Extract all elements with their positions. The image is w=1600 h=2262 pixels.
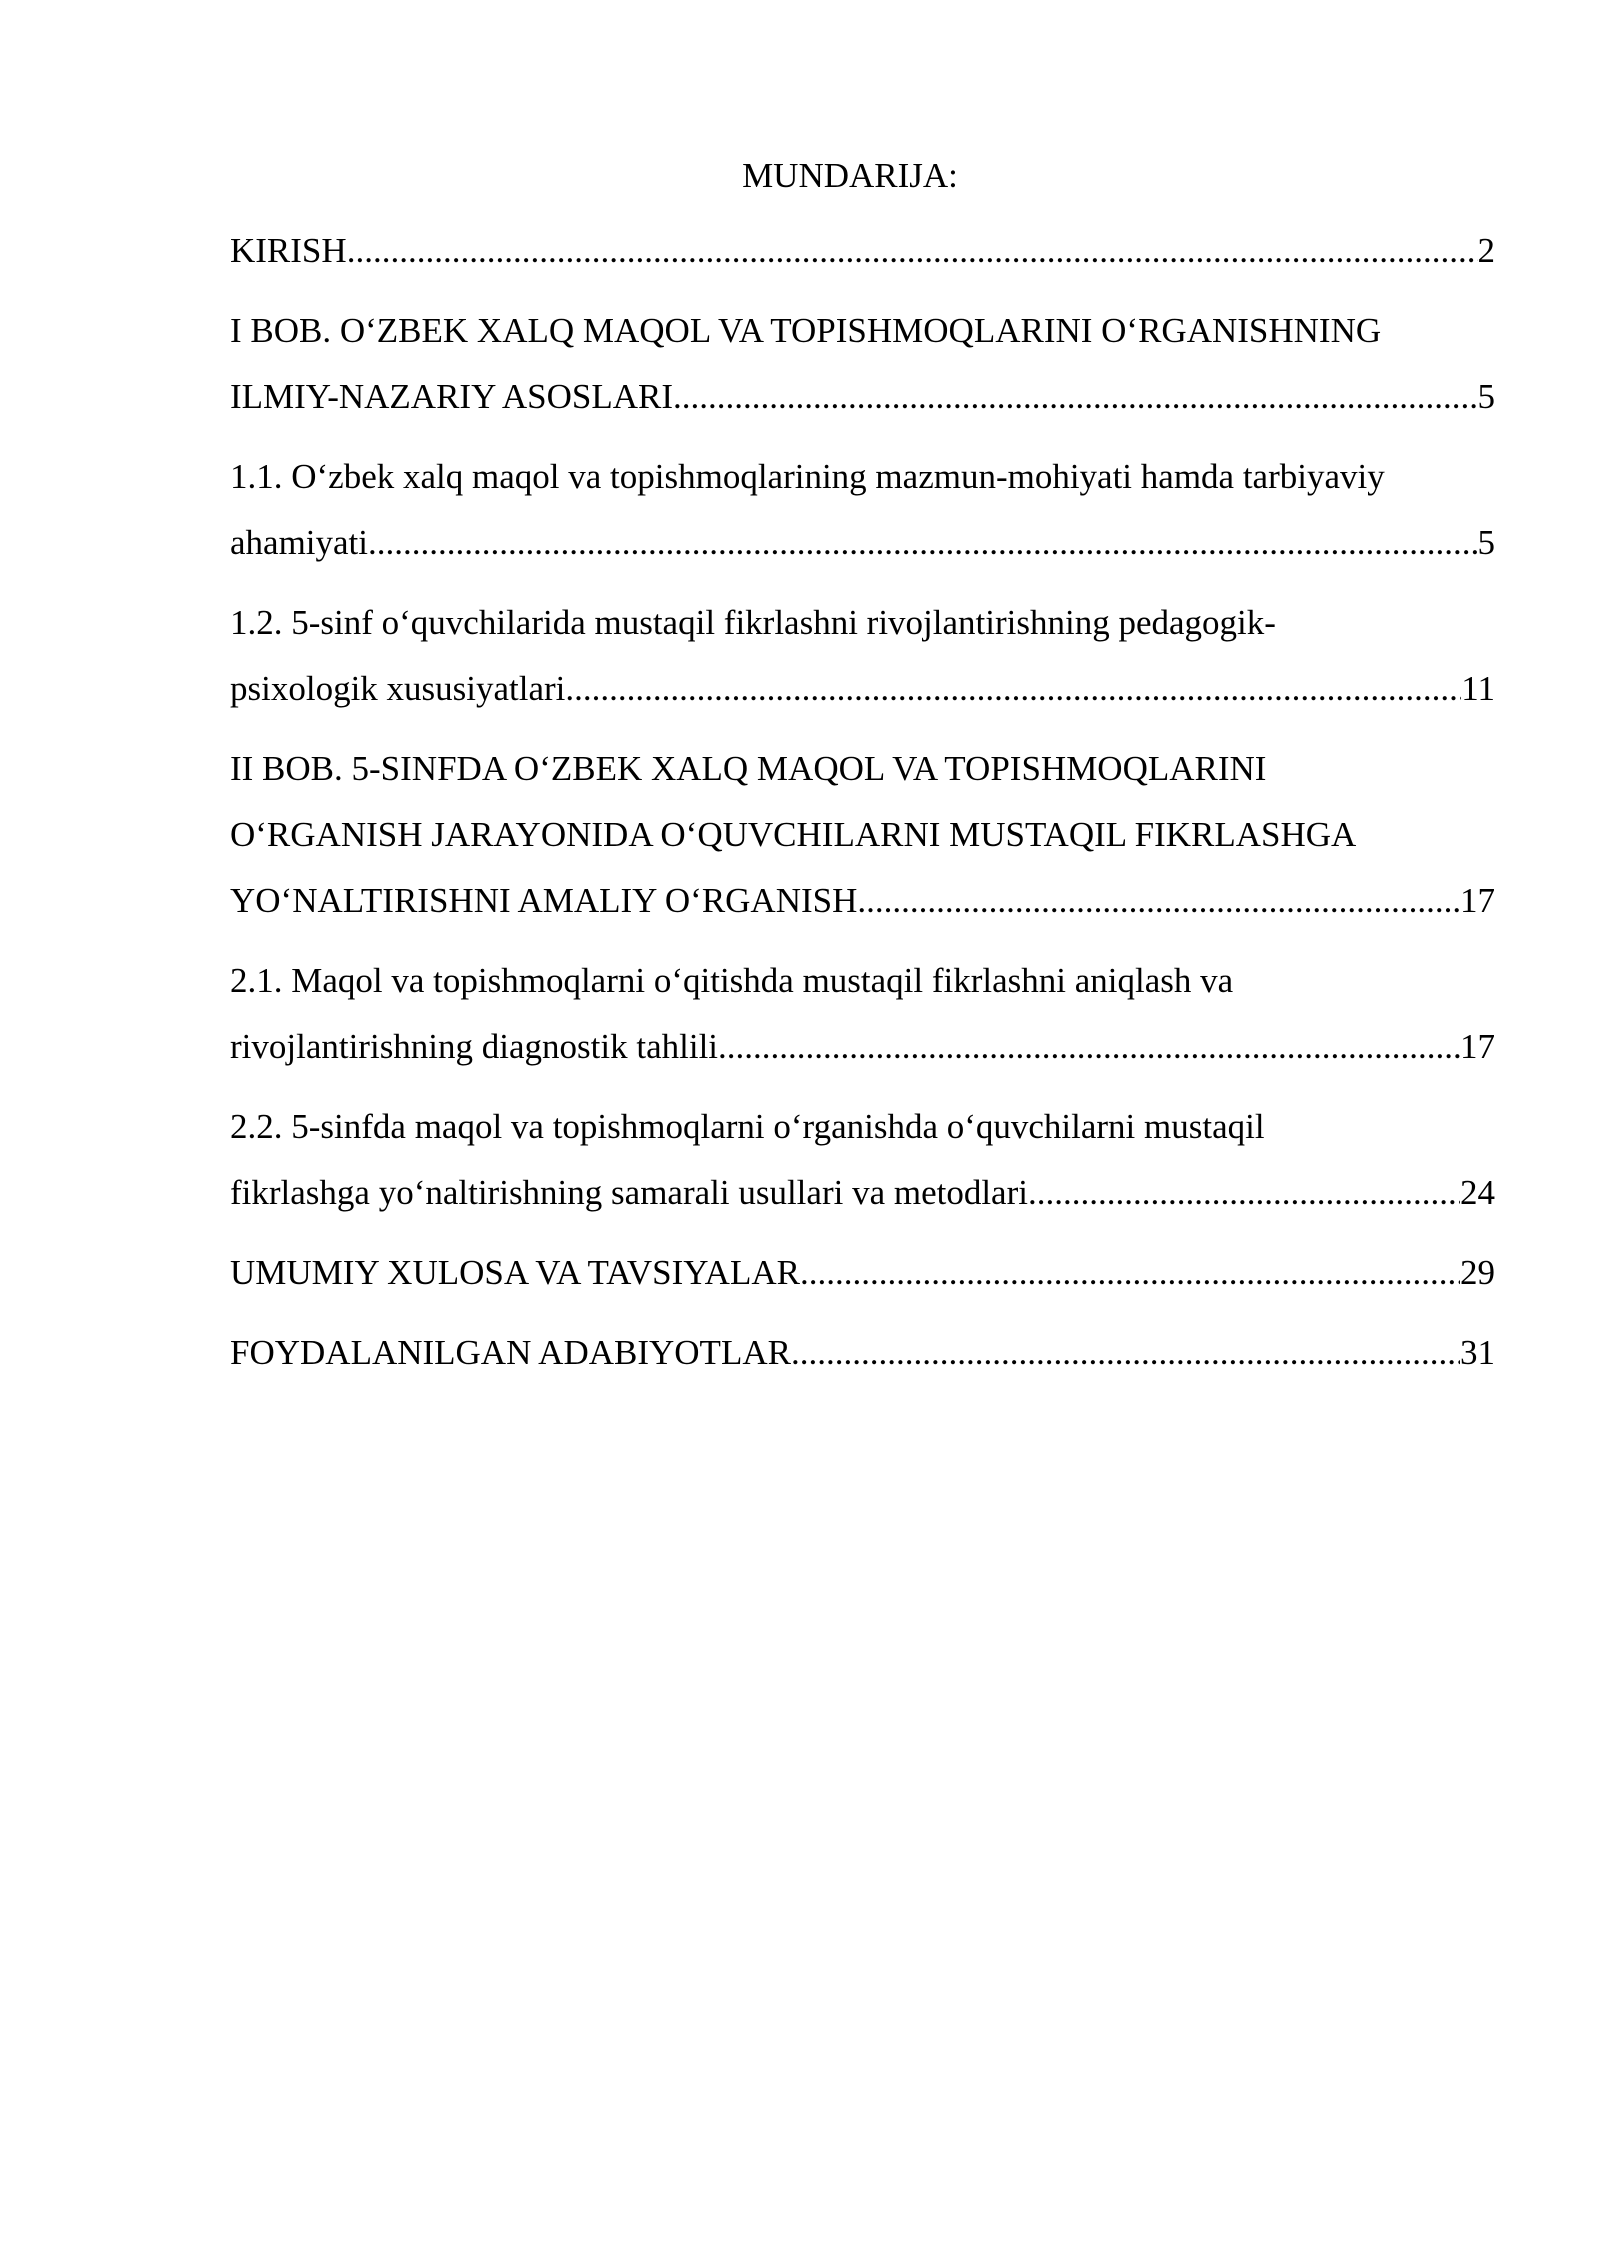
toc-page-number: 5 bbox=[1477, 377, 1495, 416]
toc-page-number: 31 bbox=[1460, 1333, 1495, 1372]
toc-entry-last-line bbox=[230, 1160, 1495, 1226]
toc-entry-line: 2.1. Maqol va topishmoqlarni o‘qitishda mustaqil fikrlashni aniqlash va bbox=[230, 961, 1234, 1000]
toc-entry-label: rivojlantirishning diagnostik tahlili bbox=[230, 1027, 719, 1066]
toc-entry-section-2-1 bbox=[230, 948, 1495, 1080]
toc-entry-last-line bbox=[230, 364, 1495, 430]
toc-dot-leader bbox=[673, 364, 1477, 430]
toc-entry-last-line bbox=[230, 1320, 1495, 1386]
toc-entry-label: psixologik xususiyatlari bbox=[230, 669, 566, 708]
toc-page-number: 5 bbox=[1477, 523, 1495, 562]
toc-page-number: 17 bbox=[1460, 881, 1495, 920]
toc-entry-references bbox=[230, 1320, 1495, 1386]
toc-entry-line: O‘RGANISH JARAYONIDA O‘QUVCHILARNI MUSTAQIL FIKRLASHGA bbox=[230, 815, 1357, 854]
toc-entry-last-line bbox=[230, 868, 1495, 934]
toc-entry-line: II BOB. 5-SINFDA O‘ZBEK XALQ MAQOL VA TOPISHMOQLARINI bbox=[230, 749, 1267, 788]
toc-dot-leader bbox=[1028, 1160, 1460, 1226]
toc-entry-last-line bbox=[230, 510, 1495, 576]
toc-dot-leader bbox=[800, 1240, 1460, 1306]
toc-page-number: 2 bbox=[1477, 231, 1495, 270]
toc-entry-line: 1.1. O‘zbek xalq maqol va topishmoqlarining mazmun-mohiyati hamda tarbiyaviy bbox=[230, 457, 1385, 496]
toc-entry-label: KIRISH bbox=[230, 231, 347, 270]
toc-entry-conclusion bbox=[230, 1240, 1495, 1306]
toc-dot-leader bbox=[347, 218, 1478, 284]
toc-page-number: 29 bbox=[1460, 1253, 1495, 1292]
toc-entry-chapter-2 bbox=[230, 736, 1495, 934]
toc-entry-line: 1.2. 5-sinf o‘quvchilarida mustaqil fikrlashni rivojlantirishning pedagogik- bbox=[230, 603, 1276, 642]
toc-entry-label: FOYDALANILGAN ADABIYOTLAR bbox=[230, 1333, 791, 1372]
toc-dot-leader bbox=[368, 510, 1477, 576]
toc-entry-last-line bbox=[230, 656, 1495, 722]
toc-entry-last-line bbox=[230, 1240, 1495, 1306]
table-of-contents bbox=[230, 218, 1495, 1400]
toc-page-number: 17 bbox=[1460, 1027, 1495, 1066]
toc-entry-section-2-2 bbox=[230, 1094, 1495, 1226]
toc-entry-last-line bbox=[230, 1014, 1495, 1080]
toc-entry-section-1-2 bbox=[230, 590, 1495, 722]
page-title: MUNDARIJA: bbox=[742, 156, 958, 195]
toc-entry-line: I BOB. O‘ZBEK XALQ MAQOL VA TOPISHMOQLARINI O‘RGANISHNING bbox=[230, 311, 1382, 350]
toc-dot-leader bbox=[791, 1320, 1460, 1386]
toc-entry-label: YO‘NALTIRISHNI AMALIY O‘RGANISH bbox=[230, 881, 858, 920]
toc-dot-leader bbox=[565, 656, 1461, 722]
toc-entry-chapter-1 bbox=[230, 298, 1495, 430]
toc-entry-kirish bbox=[230, 218, 1495, 284]
toc-entry-line: 2.2. 5-sinfda maqol va topishmoqlarni o‘rganishda o‘quvchilarni mustaqil bbox=[230, 1107, 1265, 1146]
toc-entry-label: fikrlashga yo‘naltirishning samarali usullari va metodlari bbox=[230, 1173, 1028, 1212]
toc-page-number: 11 bbox=[1461, 669, 1495, 708]
toc-entry-section-1-1 bbox=[230, 444, 1495, 576]
toc-entry-label: ahamiyati bbox=[230, 523, 369, 562]
toc-page-number: 24 bbox=[1460, 1173, 1495, 1212]
toc-entry-label: UMUMIY XULOSA VA TAVSIYALAR bbox=[230, 1253, 800, 1292]
toc-dot-leader bbox=[718, 1014, 1460, 1080]
toc-dot-leader bbox=[857, 868, 1460, 934]
toc-entry-last-line bbox=[230, 218, 1495, 284]
toc-entry-label: ILMIY-NAZARIY ASOSLARI bbox=[230, 377, 674, 416]
